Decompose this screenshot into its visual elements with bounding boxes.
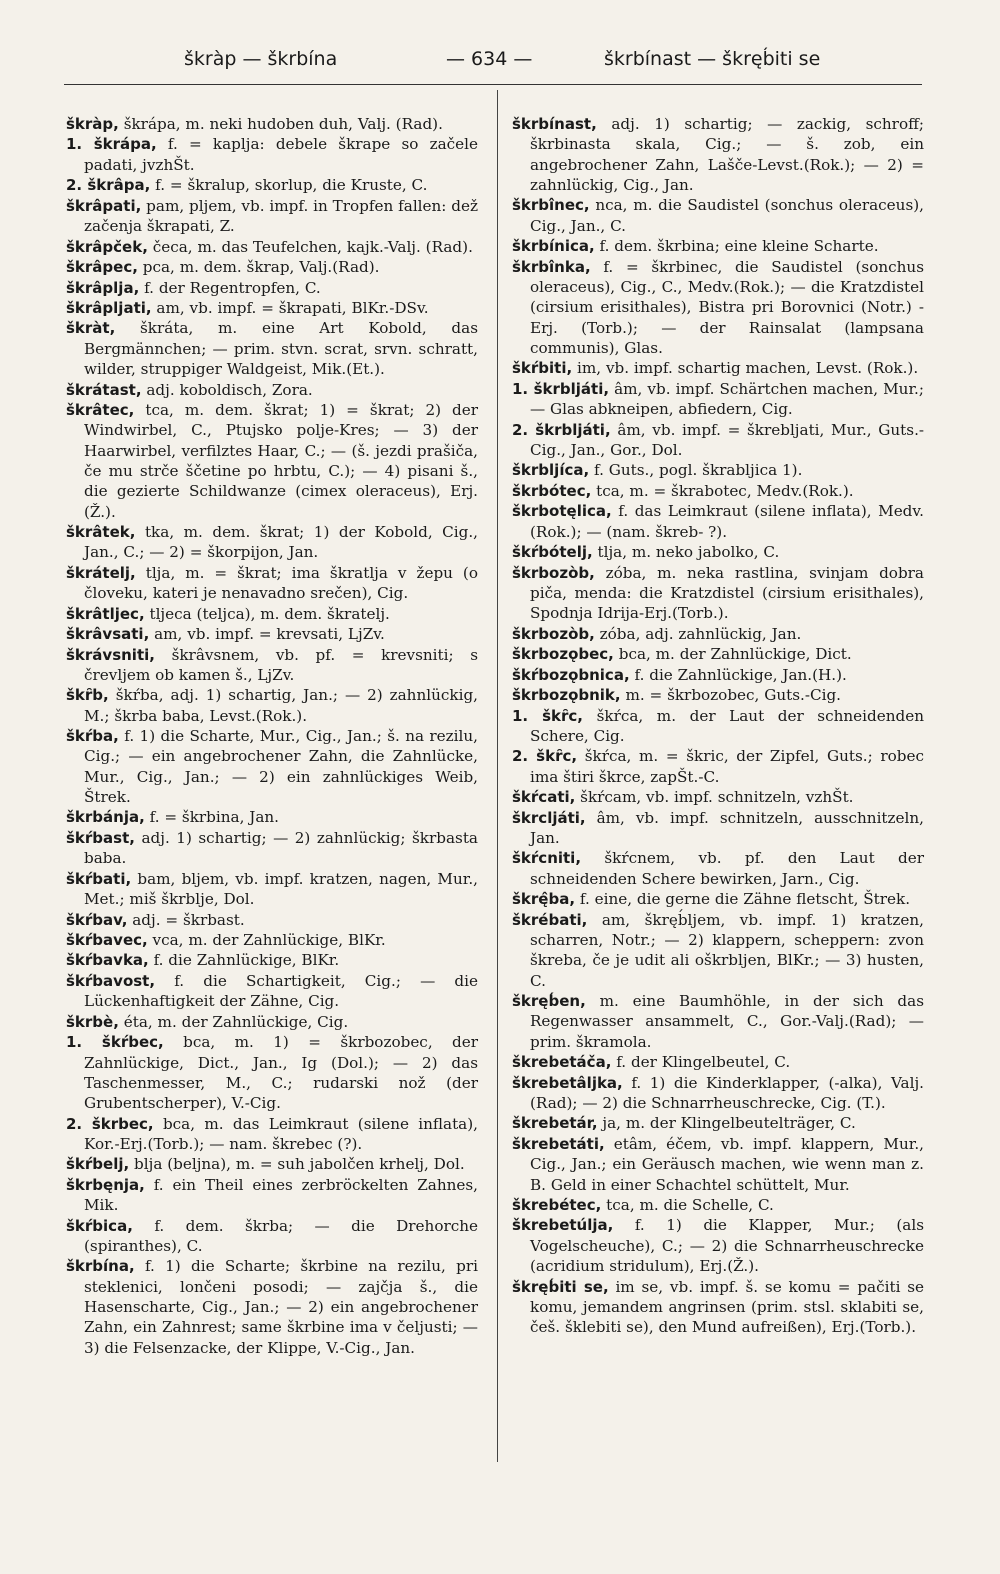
dictionary-entry [512,460,924,480]
entry-definition: f. dem. škrba; — die Drehorche (spiranthes), C. [84,1216,479,1255]
entry-headword: škŕbavka, [66,951,149,970]
entry-definition: tka, m. dem. škrat; 1) der Kobold, Cig., Jan., C.; — 2) = škorpijon, Jan. [84,523,479,562]
entry-definition: adj. koboldisch, Zora. [146,380,313,399]
column-divider [497,90,498,1462]
dictionary-entry [66,237,478,257]
dictionary-entry [66,1154,478,1174]
entry-headword: škrâtec, [66,401,135,420]
entry-headword: 1. škȓc, [512,706,583,725]
entry-definition: nca, m. die Saudistel (sonchus oleraceus), Cig., Jan., C. [530,196,924,235]
entry-definition: m. eine Baumhöhle, in der sich das Regenwasser ansammelt, C., Gor.-Valj.(Rad); — prim. škramola. [530,992,924,1051]
entry-headword: škrbozòb, [512,563,595,582]
entry-definition: éta, m. der Zahnlückige, Cig. [123,1012,349,1031]
dictionary-entry [512,787,924,807]
entry-definition: f. 1) die Klapper, Mur.; (als Vogelscheuche), C.; — 2) die Schnarrheuschrecke (acridium stridulum), Erj.(Ž.). [530,1216,924,1276]
entry-headword: škrbótec, [512,481,592,500]
dictionary-entry [66,175,478,195]
entry-headword: škrávsniti, [66,645,155,664]
dictionary-entry [66,134,478,175]
entry-definition: am, vb. impf. = škrapati, BlKr.-DSv. [156,298,429,317]
dictionary-entry [66,257,478,277]
entry-definition: âm, vb. impf. schnitzeln, ausschnitzeln, Jan. [530,808,924,847]
dictionary-entry [512,1073,924,1114]
dictionary-entry [512,1195,924,1215]
entry-headword: škrbínica, [512,237,595,256]
dictionary-entry [512,481,924,501]
entry-headword: škrátelj, [66,563,136,582]
entry-definition: f. 1) die Scharte, Mur., Cig., Jan.; š. na rezilu, Cig.; — ein angebrochener Zahn, die Zahnlücke, Mur., Cig., Jan.; — 2) ein zahnlückiges Weib, Štrek. [84,727,478,806]
entry-definition: ja, m. der Klingelbeutelträger, C. [602,1114,856,1133]
entry-headword: škrbęnja, [66,1175,145,1194]
dictionary-entry [66,1032,478,1113]
entry-definition: f. eine, die gerne die Zähne fletscht, Štrek. [579,890,911,909]
entry-headword: škrátast, [66,380,142,399]
header-rule [64,84,922,85]
dictionary-entry [66,624,478,644]
entry-definition: im se, vb. impf. š. se komu = pačiti se komu, jemandem angrinsen (prim. stsl. sklabiti se, češ. šklebiti se), den Mund aufreißen), Erj.(Torb.). [530,1277,924,1337]
entry-definition: tca, m. dem. škrat; 1) = škrat; 2) der Windwirbel, C., Ptujsko polje-Kres; — 3) der Haarwirbel, verfilztes Haar, C.; — (š. jezdi prašiča, če mu strče ščetine po hrbtu, C.); — 4) pisani š., die gezierte Schildwanze (cimex oleraceus), Erj.(Ž.). [84,401,479,521]
dictionary-entry [512,195,924,236]
dictionary-entry [512,501,924,542]
entry-definition: škŕca, m. = škric, der Zipfel, Guts.; robec ima štiri škrce, zapŠt.-C. [530,747,924,786]
entry-definition: m. = škrbozobec, Guts.-Cig. [625,686,841,705]
dictionary-entry [512,991,924,1052]
entry-headword: škŕbati, [66,869,132,888]
dictionary-entry [66,910,478,930]
entry-definition: adj. = škrbast. [132,910,245,929]
dictionary-entry [512,624,924,644]
entry-headword: škŕbast, [66,828,135,847]
dictionary-entry [512,1134,924,1195]
entry-headword: škręb́en, [512,992,586,1011]
entry-headword: škrbînec, [512,196,590,215]
entry-headword: škrâpček, [66,237,148,256]
dictionary-entry [66,1175,478,1216]
dictionary-entry [512,257,924,358]
entry-headword: škrebetár, [512,1114,598,1133]
entry-definition: f. 1) die Kinderklapper, (-alka), Valj.(Rad); — 2) die Schnarrheuschrecke, Cig. (T.). [530,1073,925,1112]
dictionary-entry [512,1277,924,1338]
entry-headword: škrâpljati, [66,298,152,317]
dictionary-entry [512,1113,924,1133]
entry-headword: škrbozǫbnik, [512,686,621,705]
entry-headword: škrbozǫbec, [512,645,614,664]
entry-definition: pca, m. dem. škrap, Valj.(Rad). [142,258,380,277]
entry-headword: škrę̂ba, [512,890,576,909]
entry-headword: škrebetúlja, [512,1216,614,1235]
dictionary-entry [512,644,924,664]
entry-definition: tca, m. die Schelle, C. [606,1195,774,1214]
entry-definition: f. = škralup, skorlup, die Kruste, C. [155,176,428,195]
dictionary-entry [66,828,478,869]
dictionary-entry [66,298,478,318]
entry-definition: škŕba, adj. 1) schartig, Jan.; — 2) zahnlückig, M.; škrba baba, Levst.(Rok.). [84,686,479,725]
entry-definition: škŕcnem, vb. pf. den Laut der schneidenden Schere bewirken, Jarn., Cig. [530,849,924,888]
entry-headword: škrâvsati, [66,625,150,644]
entry-definition: bca, m. das Leimkraut (silene inflata), Kor.-Erj.(Torb.); — nam. škrebec (?). [84,1114,478,1153]
entry-headword: škrâtek, [66,523,136,541]
entry-headword: škŕbica, [66,1216,133,1235]
entry-definition: škŕcam, vb. impf. schnitzeln, vzhŠt. [580,788,854,807]
entry-headword: škŕbavost, [66,971,156,990]
entry-headword: škrbotęlica, [512,502,612,521]
dictionary-entry [66,950,478,970]
entry-headword: škrbínast, [512,115,597,133]
entry-definition: adj. 1) schartig; — zackig, schroff; škrbinasta skala, Cig.; — š. zob, ein angebrochener Zahn, Lašče-Levst.(Rok.); — 2) = zahnlückig, Cig., Jan. [530,115,924,194]
dictionary-entry [66,685,478,726]
entry-definition: f. die Schartigkeit, Cig.; — die Lückenhaftigkeit der Zähne, Cig. [84,971,478,1011]
dictionary-entry [66,807,478,827]
entry-definition: bca, m. der Zahnlückige, Dict. [618,645,852,664]
entry-definition: f. ein Theil eines zerbröckelten Zahnes, Mik. [84,1175,479,1215]
entry-headword: škŕbav, [66,910,128,929]
header-left-guide-words: škràp — škrbína [184,48,338,70]
entry-headword: škrebétec, [512,1195,602,1214]
entry-headword: škŕcati, [512,788,576,807]
entry-definition: tlja, m. = škrat; ima škratlja v žepu (o človeku, kateri je nenavadno srečen), Cig. [84,563,478,603]
entry-definition: vca, m. der Zahnlückige, BlKr. [152,931,386,949]
entry-headword: 2. škrbljáti, [512,420,611,439]
entry-headword: 2. škrâpa, [66,176,151,195]
entry-headword: škrâplja, [66,278,140,297]
dictionary-entry [512,706,924,747]
dictionary-entry [66,645,478,686]
entry-headword: 2. škȓc, [512,747,578,766]
entry-definition: bca, m. 1) = škrbozobec, der Zahnlückige, Dict., Jan., Ig (Dol.); — 2) das Taschenmesser, M., C.; rudarski nož (der Grubentscherper), V.-Cig. [84,1033,478,1113]
entry-headword: škŕcniti, [512,849,582,868]
entry-definition: f. = škrbinec, die Saudistel (sonchus oleraceus), Cig., C., Medv.(Rok.); — die Kratzdistel (cirsium erisithales), Bistra pri Borovnici (Notr.) - Erj. (Torb.); — der Rainsalat (lampsana communis), Glas. [530,257,924,357]
dictionary-entry [66,1114,478,1155]
entry-definition: âm, vb. impf. = škrebljati, Mur., Guts.-Cig., Jan., Gor., Dol. [530,420,925,459]
entry-definition: f. 1) die Scharte; škrbine na rezilu, pri steklenici, lončeni posodi; — zajčja š., die Hasenscharte, Cig., Jan.; — 2) ein angebrochener Zahn, ein Zahnrest; same škrbine ima v čeljusti; — 3) die Felsenzacke, der Klippe, V.-Cig., Jan. [84,1257,478,1357]
dictionary-entry [66,1216,478,1257]
entry-definition: bam, bljem, vb. impf. kratzen, nagen, Mur., Met.; miš škrblje, Dol. [84,869,479,909]
header-right-guide-words: škrbínast — škręb́iti se [604,48,821,70]
entry-definition: tlja, m. neko jabolko, C. [597,543,780,562]
entry-definition: f. = kaplja: debele škrape so začele padati, jvzhŠt. [84,135,479,174]
entry-definition: im, vb. impf. schartig machen, Levst. (Rok.). [577,359,919,378]
entry-definition: tljeca (teljca), m. dem. škratelj. [149,604,390,623]
entry-headword: škrbînka, [512,257,591,276]
entry-definition: zóba, m. neka rastlina, svinjam dobra piča, menda: die Kratzdistel (cirsium erisithales), Spodnja Idrija-Erj.(Torb.). [530,563,924,623]
dictionary-entry [512,746,924,787]
entry-headword: škrebetáti, [512,1134,605,1153]
dictionary-entry [66,930,478,950]
dictionary-entry [66,380,478,400]
dictionary-entry [512,236,924,256]
entry-headword: 1. škrápa, [66,135,157,154]
dictionary-entry [512,1052,924,1072]
right-column [512,114,924,1338]
dictionary-entry [66,726,478,807]
entry-headword: škràt, [66,319,116,338]
entry-definition: tca, m. = škrabotec, Medv.(Rok.). [596,481,854,500]
page-number: — 634 — [446,48,533,70]
dictionary-entry [66,400,478,522]
dictionary-entry [512,665,924,685]
dictionary-entry [66,563,478,604]
entry-definition: f. die Zahnlückige, Jan.(H.). [634,665,847,684]
entry-headword: 2. škrbec, [66,1114,154,1133]
entry-headword: škŕbiti, [512,359,573,378]
entry-headword: škrbína, [66,1257,135,1276]
entry-headword: škrcljáti, [512,808,586,827]
running-header [0,48,1000,78]
entry-definition: adj. 1) schartig; — 2) zahnlückig; škrbasta baba. [84,828,478,868]
dictionary-entry [66,869,478,910]
entry-headword: škŕbavec, [66,931,148,949]
entry-headword: škrbánja, [66,808,145,827]
entry-definition: âm, vb. impf. Schärtchen machen, Mur.; — Glas abkneipen, abfiedern, Cig. [530,379,924,419]
entry-headword: škȓb, [66,686,109,705]
dictionary-entry [66,114,478,134]
entry-definition: etâm, éčem, vb. impf. klappern, Mur., Cig., Jan.; ein Geräusch machen, wie wenn man z. B. Geld in einer Schachtel schüttelt, Mur. [530,1134,924,1194]
entry-definition: f. dem. škrbina; eine kleine Scharte. [599,237,879,256]
entry-headword: škŕba, [66,727,119,746]
dictionary-entry [512,542,924,562]
entry-definition: f. = škrbina, Jan. [149,808,280,827]
entry-headword: škrbozòb, [512,624,595,643]
dictionary-entry [512,910,924,991]
entry-headword: škrbè, [66,1012,119,1031]
entry-headword: škrâpec, [66,258,138,277]
entry-headword: škràp, [66,115,119,133]
left-column [66,114,478,1358]
dictionary-entry [512,114,924,195]
dictionary-entry [66,522,478,563]
entry-definition: f. die Zahnlückige, BlKr. [153,951,340,970]
entry-headword: škrâpati, [66,196,142,215]
entry-headword: 1. škŕbec, [66,1033,164,1052]
entry-definition: f. der Klingelbeutel, C. [616,1053,791,1072]
entry-definition: blja (beljna), m. = suh jabolčen krhelj, Dol. [134,1155,465,1174]
entry-definition: škráta, m. eine Art Kobold, das Bergmännchen; — prim. stvn. scrat, srvn. schratt, wilder, struppiger Waldgeist, Mik.(Et.). [84,319,478,379]
entry-headword: škrebetáča, [512,1053,612,1072]
entry-definition: zóba, adj. zahnlückig, Jan. [599,624,802,643]
entry-headword: škrbljíca, [512,461,590,480]
entry-headword: škŕbelj, [66,1155,130,1174]
entry-definition: čeca, m. das Teufelchen, kajk.-Valj. (Rad). [152,237,473,256]
dictionary-entry [66,604,478,624]
entry-definition: škŕca, m. der Laut der schneidenden Schere, Cig. [530,706,924,745]
dictionary-entry [66,1256,478,1357]
entry-headword: škrebetâljka, [512,1073,623,1092]
entry-headword: škręb́iti se, [512,1277,609,1296]
dictionary-entry [512,379,924,420]
dictionary-entry [512,685,924,705]
entry-headword: škrébati, [512,910,588,929]
entry-headword: škrâtljec, [66,604,145,623]
entry-definition: škrâvsnem, vb. pf. = krevsniti; s črevljem ob kamen š., LjZv. [84,645,478,684]
dictionary-entry [512,808,924,849]
dictionary-entry [66,318,478,379]
entry-definition: am, vb. impf. = krevsati, LjZv. [154,625,385,644]
dictionary-entry [512,563,924,624]
dictionary-entry [512,358,924,378]
entry-definition: f. der Regentropfen, C. [144,278,321,297]
dictionary-entry [512,1215,924,1276]
entry-definition: am, škręb́ljem, vb. impf. 1) kratzen, scharren, Notr.; — 2) klappern, scheppern: zvon škreba, če je udit ali oškrbljen, BlKr.; — 3) husten, C. [530,910,925,990]
entry-headword: škŕbótelj, [512,543,593,562]
dictionary-entry [66,971,478,1012]
entry-definition: pam, pljem, vb. impf. in Tropfen fallen: dež začenja škrapati, Z. [84,196,479,236]
entry-headword: 1. škrbljáti, [512,379,610,398]
entry-definition: škrápa, m. neki hudoben duh, Valj. (Rad). [123,115,443,133]
dictionary-entry [512,848,924,889]
entry-headword: škŕbozǫbnica, [512,665,630,684]
dictionary-entry [66,1012,478,1032]
dictionary-entry [512,420,924,461]
dictionary-entry [66,278,478,298]
entry-definition: f. das Leimkraut (silene inflata), Medv.(Rok.); — (nam. škreb- ?). [530,502,925,541]
dictionary-entry [512,889,924,909]
entry-definition: f. Guts., pogl. škrabljica 1). [594,461,803,480]
dictionary-entry [66,196,478,237]
